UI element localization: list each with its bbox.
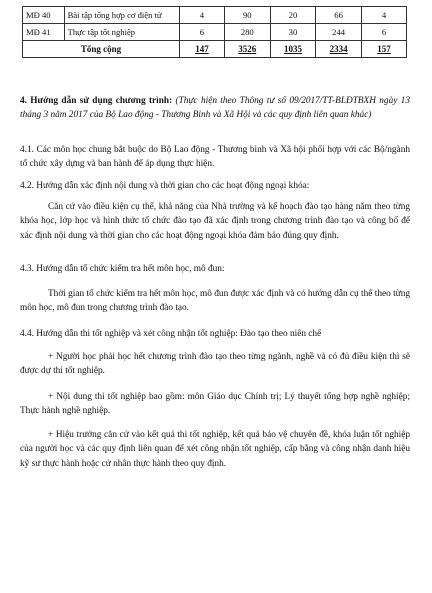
table-cell: 6 bbox=[179, 24, 224, 41]
table-cell: 66 bbox=[316, 7, 362, 24]
module-name: Thực tập tốt nghiệp bbox=[64, 24, 179, 41]
paragraph-4-3-title: 4.3. Hướng dẫn tổ chức kiểm tra hết môn học, mô đun: bbox=[20, 264, 225, 274]
total-row bbox=[23, 41, 407, 58]
table-cell: 20 bbox=[270, 7, 316, 24]
total-cell: 147 bbox=[179, 41, 224, 58]
section-heading-note: (Thực hiện theo Thông tư số 09/2017/TT-BLĐTBXH ngày 13 tháng 3 năm 2017 của Bộ Lao động - Thương Binh và Xã Hội và các quy định liên quan khác) bbox=[20, 96, 410, 121]
paragraph-4-2-body: Căn cứ vào điều kiện cụ thể, khả năng của Nhà trường và kế hoạch đào tạo hàng năm theo từng khóa học, lớp học và hình thức tổ chức đào tạo đã xác định trong chương trình đào tạo và công bố để xác định nội dung và thời gian cho các hoạt động ngoại khóa đảm bảo đúng quy định. bbox=[20, 202, 410, 241]
table-cell: 90 bbox=[224, 7, 270, 24]
total-cell: 1035 bbox=[270, 41, 316, 58]
total-cell: 157 bbox=[361, 41, 406, 58]
curriculum-table bbox=[22, 6, 407, 58]
section-heading bbox=[20, 94, 410, 123]
paragraph-4-4-bullet-1: + Người học phải học hết chương trình đào tạo theo từng ngành, nghề và có đủ điều kiện thì sẽ được dự thi tốt nghiệp. bbox=[20, 352, 410, 377]
module-code: MĐ 41 bbox=[23, 24, 65, 41]
module-code: MĐ 40 bbox=[23, 7, 65, 24]
module-name: Bài tập tổng hợp cơ điện tử bbox=[64, 7, 179, 24]
paragraph-4-3-body: Thời gian tổ chức kiểm tra hết môn học, mô đun được xác định và có hướng dẫn cụ thể theo từng môn học, mô đun trong chương trình đào tạo. bbox=[20, 289, 410, 314]
paragraph-4-4-title: 4.4. Hướng dẫn thi tốt nghiệp và xét công nhận tốt nghiệp: Đào tạo theo niên chế bbox=[20, 329, 322, 339]
table-cell: 30 bbox=[270, 24, 316, 41]
table-cell: 244 bbox=[316, 24, 362, 41]
table-cell: 4 bbox=[361, 7, 406, 24]
paragraph-4-4-bullet-3: + Hiệu trưởng căn cứ vào kết quả thi tốt nghiệp, kết quả bảo vệ chuyên đề, khóa luận tốt nghiệp của người học và các quy định liên quan để xét công nhận tốt nghiệp, cấp bằng và công nhận danh hiệu kỹ sư thực hành hoặc cử nhân thực hành theo quy định. bbox=[20, 430, 410, 469]
paragraph-4-1: 4.1. Các môn học chung bắt buộc do Bộ Lao động - Thương binh và Xã hội phối hợp với các Bộ/ngành tổ chức xây dựng và ban hành để áp dụng thực hiện. bbox=[20, 145, 410, 170]
total-cell: 3526 bbox=[224, 41, 270, 58]
table-row bbox=[23, 24, 407, 41]
section-heading-title: 4. Hướng dẫn sử dụng chương trình: bbox=[20, 96, 173, 106]
table-cell: 4 bbox=[179, 7, 224, 24]
total-label: Tổng cộng bbox=[23, 41, 180, 58]
table-row bbox=[23, 7, 407, 24]
table-cell: 6 bbox=[361, 24, 406, 41]
paragraph-4-4-bullet-2: + Nội dung thi tốt nghiệp bao gồm: môn Giáo dục Chính trị; Lý thuyết tổng hợp nghề nghiệp; Thực hành nghề nghiệp. bbox=[20, 392, 410, 417]
paragraph-4-2-title: 4.2. Hướng dẫn xác định nội dung và thời gian cho các hoạt động ngoại khóa: bbox=[20, 181, 310, 191]
table-cell: 280 bbox=[224, 24, 270, 41]
total-cell: 2334 bbox=[316, 41, 362, 58]
